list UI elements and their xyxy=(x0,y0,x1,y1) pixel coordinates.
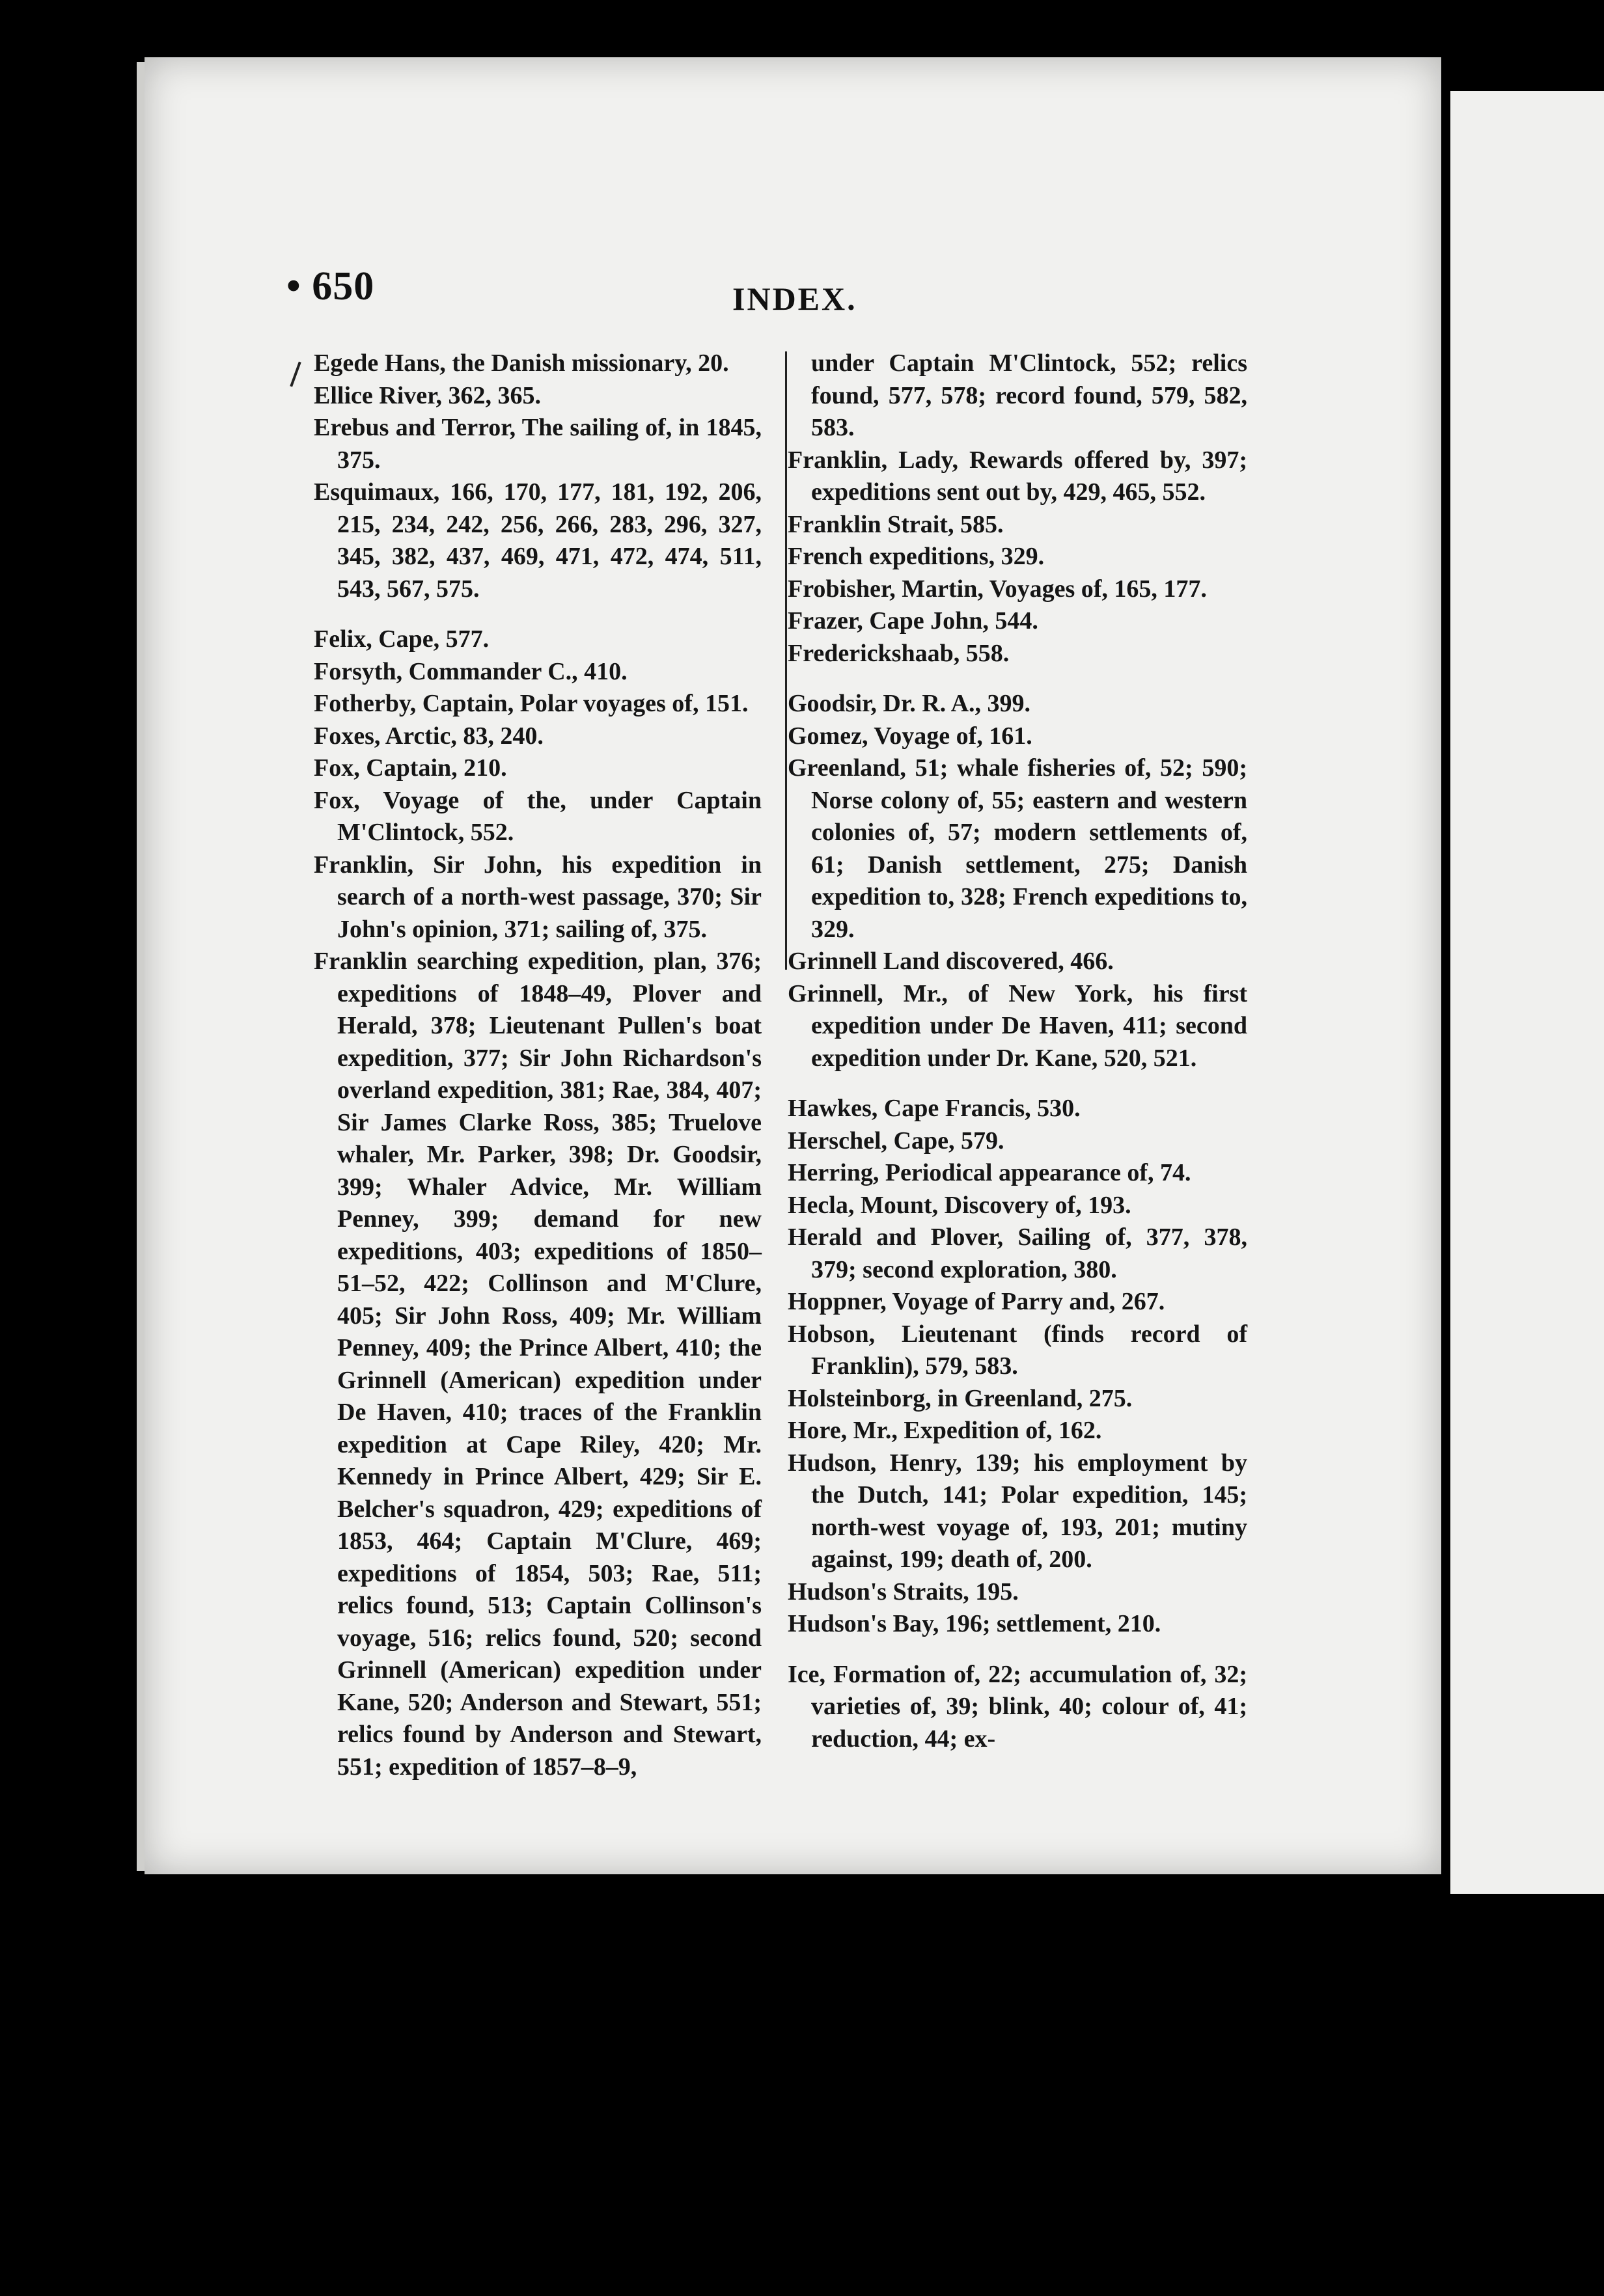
index-entry: French expeditions, 329. xyxy=(788,543,1045,570)
index-entry: Fox, Voyage of the, under Captain M'Clintock, 552. xyxy=(314,786,762,846)
index-entry: Hudson's Straits, 195. xyxy=(788,1578,1019,1606)
index-entry: Hobson, Lieutenant (finds record of Franklin), 579, 583. xyxy=(788,1320,1247,1380)
column-divider xyxy=(785,351,787,970)
index-entry: Herald and Plover, Sailing of, 377, 378, 379; second exploration, 380. xyxy=(788,1223,1247,1283)
index-entry: Hore, Mr., Expedition of, 162. xyxy=(788,1417,1102,1444)
index-entry: Herring, Periodical appearance of, 74. xyxy=(788,1159,1191,1186)
index-entry: Hoppner, Voyage of Parry and, 267. xyxy=(788,1288,1165,1315)
index-entry: Ice, Formation of, 22; accumulation of, 32; varieties of, 39; blink, 40; colour of, 41; reduction, 44; ex- xyxy=(788,1660,1247,1753)
index-entry: Franklin searching expedition, plan, 376; expeditions of 1848–49, Plover and Herald, 378; Lieutenant Pullen's boat expedition, 377; Sir John Richardson's overland expedition, 381; Rae, 384, 407; Sir James Clarke Ross, 385; Truelove whaler, Mr. Parker, 398; Dr. Goodsir, 399; Whaler Advice, Mr. William Penney, 399; demand for new expeditions, 403; expeditions of 1850–51–52, 422; Collinson and M'Clure, 405; Sir John Ross, 409; Mr. William Penney, 409; the Prince Albert, 410; the Grinnell (American) expedition under De Haven, 410; traces of the Franklin expedition at Cape Riley, 420; Mr. Kennedy in Prince Albert, 429; Sir E. Belcher's squadron, 429; expeditions of 1853, 464; Captain M'Clure, 469; expeditions of 1854, 503; Rae, 511; relics found, 513; Captain Collinson's voyage, 516; relics found, 520; second Grinnell (American) expedition under Kane, 520; Anderson and Stewart, 551; relics found by Anderson and Stewart, 551; expedition of 1857–8–9, xyxy=(314,948,762,1781)
running-header: INDEX. xyxy=(732,280,857,317)
adjacent-page xyxy=(1450,91,1604,1894)
page-number: • 650 xyxy=(286,264,375,308)
index-entry: Frederickshaab, 558. xyxy=(788,639,1010,667)
index-entry: Erebus and Terror, The sailing of, in 1845, 375. xyxy=(314,414,762,474)
index-entry: Holsteinborg, in Greenland, 275. xyxy=(788,1384,1133,1412)
index-entry: Foxes, Arctic, 83, 240. xyxy=(314,722,544,750)
index-entry: Hecla, Mount, Discovery of, 193. xyxy=(788,1191,1131,1219)
index-entry: Fox, Captain, 210. xyxy=(314,754,507,782)
index-column-left xyxy=(314,348,762,1783)
index-entry: Franklin Strait, 585. xyxy=(788,510,1004,538)
index-entry: Hawkes, Cape Francis, 530. xyxy=(788,1095,1081,1122)
index-entry: under Captain M'Clintock, 552; relics found, 577, 578; record found, 579, 582, 583. xyxy=(811,349,1247,441)
index-entry: Felix, Cape, 577. xyxy=(314,625,490,653)
index-entry: Hudson's Bay, 196; settlement, 210. xyxy=(788,1610,1161,1637)
index-entry: Franklin, Sir John, his expedition in search of a north-west passage, 370; Sir John's opinion, 371; sailing of, 375. xyxy=(314,851,762,943)
index-entry: Frobisher, Martin, Voyages of, 165, 177. xyxy=(788,575,1207,603)
index-entry: Gomez, Voyage of, 161. xyxy=(788,722,1032,750)
index-entry: Fotherby, Captain, Polar voyages of, 151. xyxy=(314,690,749,717)
index-column-right xyxy=(788,348,1247,1755)
index-entry: Hudson, Henry, 139; his employment by the Dutch, 141; Polar expedition, 145; north-west voyage of, 193, 201; mutiny against, 199; death of, 200. xyxy=(788,1449,1247,1573)
index-entry: Grinnell, Mr., of New York, his first expedition under De Haven, 411; second expedition under Dr. Kane, 520, 521. xyxy=(788,979,1247,1072)
index-entry: Herschel, Cape, 579. xyxy=(788,1127,1004,1155)
index-entry: Franklin, Lady, Rewards offered by, 397; expeditions sent out by, 429, 465, 552. xyxy=(788,446,1247,506)
index-entry: Egede Hans, the Danish missionary, 20. xyxy=(314,349,729,377)
index-entry: Frazer, Cape John, 544. xyxy=(788,607,1038,635)
index-entry: Ellice River, 362, 365. xyxy=(314,381,541,409)
index-entry: Greenland, 51; whale fisheries of, 52; 590; Norse colony of, 55; eastern and western colonies of, 57; modern settlements of, 61; Danish settlement, 275; Danish expedition to, 328; French expeditions to, 329. xyxy=(788,754,1247,943)
index-entry: Grinnell Land discovered, 466. xyxy=(788,948,1114,975)
index-entry: Goodsir, Dr. R. A., 399. xyxy=(788,690,1031,717)
index-entry: Forsyth, Commander C., 410. xyxy=(314,657,628,685)
index-entry: Esquimaux, 166, 170, 177, 181, 192, 206, 215, 234, 242, 256, 266, 283, 296, 327, 345, 382, 437, 469, 471, 472, 474, 511, 543, 567, 575. xyxy=(314,478,762,603)
